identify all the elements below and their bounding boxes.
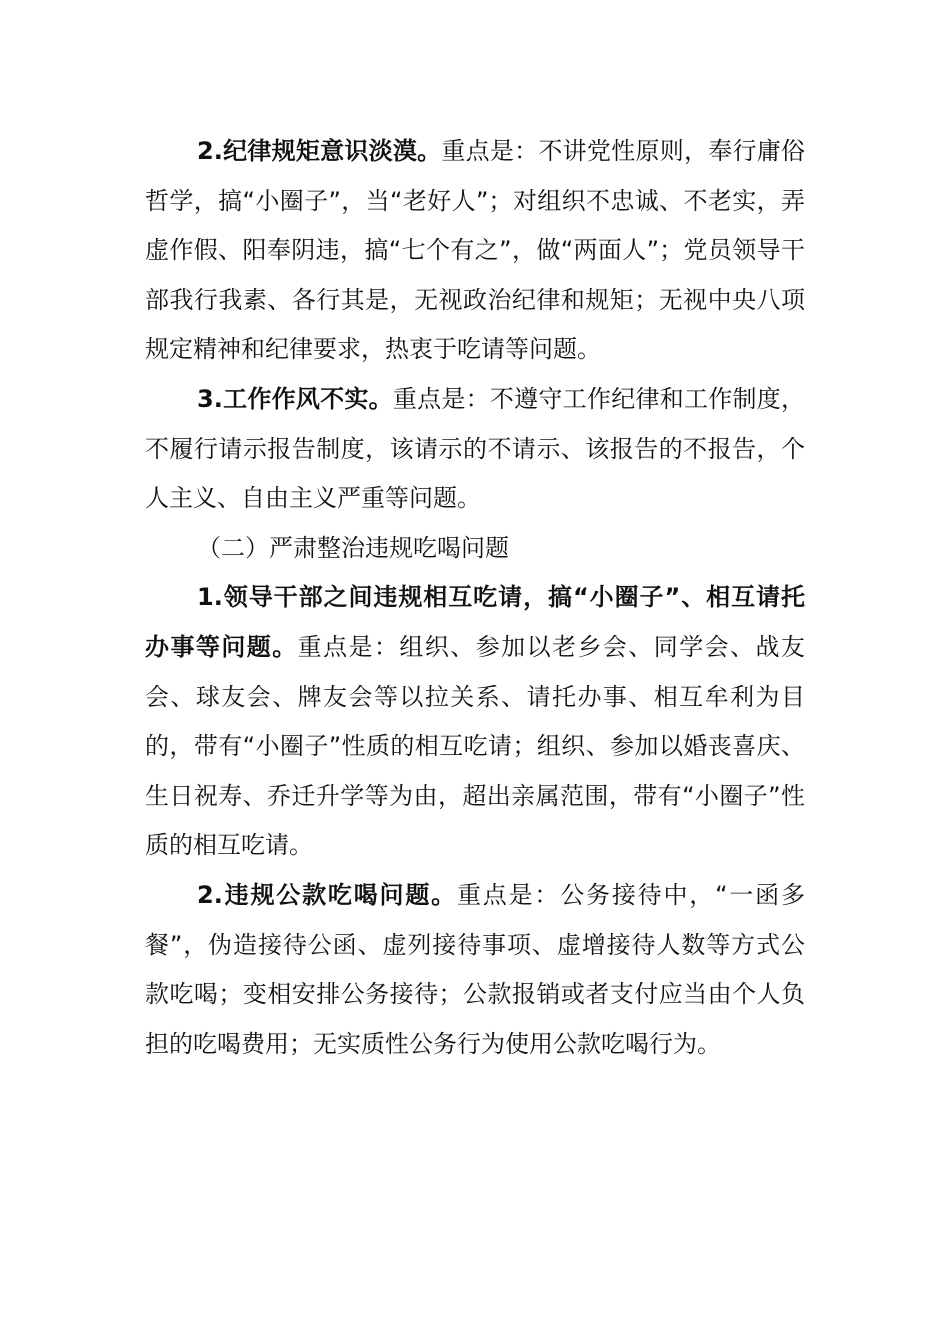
section-heading-text: （二）严肃整治违规吃喝问题 xyxy=(197,533,509,562)
paragraph-public-funds-dining xyxy=(145,871,805,1069)
paragraph-mutual-dining xyxy=(145,573,805,871)
paragraph-heading: 3.工作作风不实。 xyxy=(197,384,393,413)
paragraph-heading: 2.纪律规矩意识淡漠。 xyxy=(197,137,442,165)
paragraph-heading: 1.领导干部之间违规相互吃请，搞“小圈子”、相互请托办事等问题。 xyxy=(145,583,805,661)
document-body xyxy=(145,127,805,1069)
paragraph-text: 重点是：组织、参加以老乡会、同学会、战友会、球友会、牌友会等以拉关系、请托办事、相互牟利为目的，带有“小圈子”性质的相互吃请；组织、参加以婚丧喜庆、生日祝寿、乔迁升学等为由，超出亲属范围，带有“小圈子”性质的相互吃请。 xyxy=(145,632,805,860)
paragraph-text: 重点是：公务接待中，“一函多餐”，伪造接待公函、虚列接待事项、虚增接待人数等方式公款吃喝；变相安排公务接待；公款报销或者支付应当由个人负担的吃喝费用；无实质性公务行为使用公款吃喝行为。 xyxy=(145,880,805,1058)
paragraph-heading: 2.违规公款吃喝问题。 xyxy=(197,880,457,909)
paragraph-work-style xyxy=(145,375,805,524)
paragraph-text: 重点是：不遵守工作纪律和工作制度，不履行请示报告制度，该请示的不请示、该报告的不报告，个人主义、自由主义严重等问题。 xyxy=(145,384,805,513)
paragraph-text: 重点是：不讲党性原则，奉行庸俗哲学，搞“小圈子”，当“老好人”；对组织不忠诚、不老实，弄虚作假、阳奉阴违，搞“七个有之”，做“两面人”；党员领导干部我行我素、各行其是，无视政治纪律和规矩；无视中央八项规定精神和纪律要求，热衷于吃请等问题。 xyxy=(145,137,805,364)
section-heading-dining xyxy=(145,524,805,574)
paragraph-discipline-awareness xyxy=(145,127,805,375)
